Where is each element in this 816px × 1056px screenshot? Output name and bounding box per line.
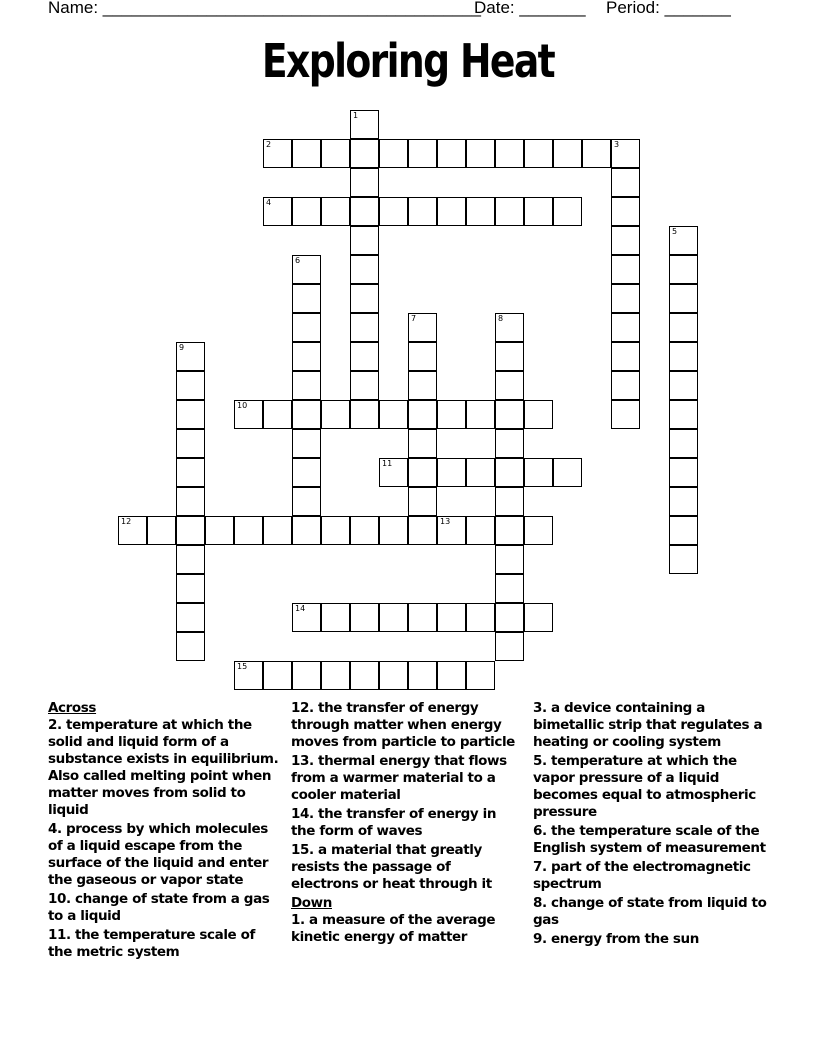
- down-heading: Down: [291, 895, 332, 911]
- crossword-cell[interactable]: [466, 400, 495, 429]
- crossword-cell[interactable]: [524, 139, 553, 168]
- crossword-cell[interactable]: [292, 516, 321, 545]
- clue-item: [533, 823, 769, 857]
- crossword-cell[interactable]: [524, 400, 553, 429]
- crossword-cell[interactable]: [350, 197, 379, 226]
- crossword-cell[interactable]: [350, 661, 379, 690]
- clue-number: 2.: [48, 717, 62, 733]
- clue-number: 15.: [291, 842, 314, 858]
- crossword-cell[interactable]: [408, 487, 437, 516]
- crossword-cell[interactable]: [495, 197, 524, 226]
- crossword-cell[interactable]: [350, 313, 379, 342]
- crossword-cell[interactable]: [495, 574, 524, 603]
- crossword-cell[interactable]: [553, 197, 582, 226]
- clue-number: 13.: [291, 753, 314, 769]
- clue-item: [48, 927, 282, 961]
- crossword-cell[interactable]: [292, 429, 321, 458]
- crossword-cell[interactable]: [350, 603, 379, 632]
- crossword-cell[interactable]: [669, 226, 698, 255]
- crossword-cell[interactable]: [495, 313, 524, 342]
- clue-item: [291, 842, 521, 893]
- crossword-cell[interactable]: [292, 255, 321, 284]
- crossword-cell[interactable]: [176, 487, 205, 516]
- crossword-cell[interactable]: [437, 458, 466, 487]
- crossword-cell[interactable]: [582, 139, 611, 168]
- crossword-cell[interactable]: [205, 516, 234, 545]
- crossword-cell[interactable]: [408, 603, 437, 632]
- crossword-cell[interactable]: [611, 139, 640, 168]
- crossword-cell[interactable]: [669, 284, 698, 313]
- cell-clue-number: 11: [382, 459, 393, 468]
- crossword-cell[interactable]: [466, 516, 495, 545]
- crossword-cell[interactable]: [495, 342, 524, 371]
- cell-clue-number: 14: [295, 604, 306, 613]
- crossword-cell[interactable]: [292, 313, 321, 342]
- clue-text: a material that greatly resists the passage of electrons or heat through it: [291, 842, 492, 892]
- crossword-cell[interactable]: [495, 400, 524, 429]
- cell-clue-number: 7: [411, 314, 417, 323]
- crossword-cell[interactable]: [466, 603, 495, 632]
- cell-clue-number: 1: [353, 111, 359, 120]
- name-field-label: Name: ________________________________________: [48, 0, 481, 17]
- clue-text: change of state from a gas to a liquid: [48, 891, 270, 924]
- crossword-cell[interactable]: [495, 429, 524, 458]
- clue-text: temperature at which the vapor pressure of a liquid becomes equal to atmospheric pressure: [533, 753, 756, 820]
- crossword-cell[interactable]: [495, 632, 524, 661]
- crossword-cell[interactable]: [379, 458, 408, 487]
- crossword-cell[interactable]: [321, 139, 350, 168]
- crossword-cell[interactable]: [408, 371, 437, 400]
- clues-column-1: [48, 700, 282, 963]
- clue-text: temperature at which the solid and liquid form of a substance exists in equilibrium. Also called melting point when matter moves from solid to liquid: [48, 717, 279, 818]
- crossword-cell[interactable]: [379, 197, 408, 226]
- across-heading: Across: [48, 700, 97, 716]
- crossword-cell[interactable]: [495, 603, 524, 632]
- clue-item: [291, 700, 521, 751]
- crossword-cell[interactable]: [292, 197, 321, 226]
- cell-clue-number: 9: [179, 343, 185, 352]
- crossword-cell[interactable]: [524, 603, 553, 632]
- clue-list-across-2: [291, 700, 521, 893]
- clue-text: change of state from liquid to gas: [533, 895, 767, 928]
- crossword-cell[interactable]: [408, 429, 437, 458]
- crossword-cell[interactable]: [176, 400, 205, 429]
- crossword-cell[interactable]: [611, 168, 640, 197]
- crossword-cell[interactable]: [669, 429, 698, 458]
- clue-item: [533, 895, 769, 929]
- clue-item: [48, 717, 282, 819]
- crossword-cell[interactable]: [611, 226, 640, 255]
- crossword-cell[interactable]: [437, 197, 466, 226]
- crossword-cell[interactable]: [408, 400, 437, 429]
- crossword-cell[interactable]: [437, 400, 466, 429]
- crossword-cell[interactable]: [611, 197, 640, 226]
- clue-item: [533, 931, 769, 948]
- crossword-cell[interactable]: [350, 284, 379, 313]
- crossword-cell[interactable]: [321, 197, 350, 226]
- clues-column-3: [533, 700, 769, 950]
- clue-text: part of the electromagnetic spectrum: [533, 859, 751, 892]
- clue-number: 3.: [533, 700, 547, 716]
- crossword-cell[interactable]: [466, 139, 495, 168]
- clue-list-down-2: [533, 700, 769, 948]
- crossword-cell[interactable]: [408, 458, 437, 487]
- cell-clue-number: 13: [440, 517, 451, 526]
- crossword-cell[interactable]: [118, 516, 147, 545]
- crossword-cell[interactable]: [611, 313, 640, 342]
- crossword-cell[interactable]: [379, 661, 408, 690]
- clue-number: 6.: [533, 823, 547, 839]
- crossword-cell[interactable]: [292, 400, 321, 429]
- clue-item: [533, 753, 769, 821]
- clue-text: the temperature scale of the English system of measurement: [533, 823, 766, 856]
- crossword-cell[interactable]: [292, 661, 321, 690]
- crossword-cell[interactable]: [524, 197, 553, 226]
- crossword-cell[interactable]: [611, 371, 640, 400]
- crossword-cell[interactable]: [350, 255, 379, 284]
- crossword-cell[interactable]: [408, 313, 437, 342]
- crossword-cell[interactable]: [495, 139, 524, 168]
- cell-clue-number: 12: [121, 517, 132, 526]
- crossword-cell[interactable]: [495, 516, 524, 545]
- clue-number: 5.: [533, 753, 547, 769]
- crossword-cell[interactable]: [495, 545, 524, 574]
- clue-text: a measure of the average kinetic energy of matter: [291, 912, 496, 945]
- cell-clue-number: 3: [614, 140, 620, 149]
- clue-list-down-1: [291, 912, 521, 946]
- crossword-cell[interactable]: [147, 516, 176, 545]
- crossword-cell[interactable]: [176, 545, 205, 574]
- crossword-cell[interactable]: [553, 139, 582, 168]
- crossword-cell[interactable]: [350, 168, 379, 197]
- crossword-cell[interactable]: [437, 603, 466, 632]
- crossword-cell[interactable]: [234, 661, 263, 690]
- crossword-cell[interactable]: [524, 516, 553, 545]
- clue-number: 10.: [48, 891, 71, 907]
- crossword-cell[interactable]: [669, 487, 698, 516]
- crossword-cell[interactable]: [176, 603, 205, 632]
- crossword-cell[interactable]: [263, 139, 292, 168]
- crossword-cell[interactable]: [611, 284, 640, 313]
- crossword-cell[interactable]: [350, 110, 379, 139]
- cell-clue-number: 6: [295, 256, 301, 265]
- crossword-cell[interactable]: [553, 458, 582, 487]
- cell-clue-number: 5: [672, 227, 678, 236]
- clues-column-2: [291, 700, 521, 948]
- crossword-cell[interactable]: [524, 458, 553, 487]
- crossword-cell[interactable]: [292, 487, 321, 516]
- crossword-cell[interactable]: [176, 516, 205, 545]
- clue-number: 7.: [533, 859, 547, 875]
- clue-text: a device containing a bimetallic strip that regulates a heating or cooling system: [533, 700, 763, 750]
- crossword-cell[interactable]: [669, 400, 698, 429]
- clue-number: 9.: [533, 931, 547, 947]
- crossword-cell[interactable]: [234, 400, 263, 429]
- crossword-cell[interactable]: [263, 516, 292, 545]
- crossword-cell[interactable]: [321, 603, 350, 632]
- clue-list-across-1: [48, 717, 282, 961]
- clue-text: process by which molecules of a liquid escape from the surface of the liquid and enter the gaseous or vapor state: [48, 821, 269, 888]
- clue-number: 12.: [291, 700, 314, 716]
- clue-text: the transfer of energy through matter when energy moves from particle to particle: [291, 700, 515, 750]
- crossword-cell[interactable]: [466, 197, 495, 226]
- crossword-cell[interactable]: [176, 342, 205, 371]
- crossword-cell[interactable]: [292, 603, 321, 632]
- crossword-cell[interactable]: [350, 226, 379, 255]
- crossword-cell[interactable]: [669, 371, 698, 400]
- crossword-cell[interactable]: [669, 545, 698, 574]
- clue-item: [48, 891, 282, 925]
- date-field-label: Date: _______: [474, 0, 586, 17]
- clue-item: [48, 821, 282, 889]
- cell-clue-number: 8: [498, 314, 504, 323]
- crossword-cell[interactable]: [176, 371, 205, 400]
- crossword-cell[interactable]: [379, 516, 408, 545]
- crossword-cell[interactable]: [350, 139, 379, 168]
- clue-item: [291, 912, 521, 946]
- crossword-cell[interactable]: [176, 632, 205, 661]
- cell-clue-number: 10: [237, 401, 248, 410]
- crossword-cell[interactable]: [466, 661, 495, 690]
- crossword-cell[interactable]: [437, 139, 466, 168]
- period-field-label: Period: _______: [606, 0, 731, 17]
- crossword-cell[interactable]: [408, 516, 437, 545]
- clue-item: [291, 753, 521, 804]
- crossword-cell[interactable]: [437, 516, 466, 545]
- clue-text: energy from the sun: [546, 931, 699, 947]
- crossword-cell[interactable]: [408, 197, 437, 226]
- crossword-cell[interactable]: [292, 284, 321, 313]
- crossword-cell[interactable]: [176, 574, 205, 603]
- crossword-cell[interactable]: [292, 139, 321, 168]
- clue-number: 8.: [533, 895, 547, 911]
- clue-number: 4.: [48, 821, 62, 837]
- clue-text: the temperature scale of the metric system: [48, 927, 255, 960]
- crossword-cell[interactable]: [379, 603, 408, 632]
- crossword-cell[interactable]: [292, 458, 321, 487]
- crossword-cell[interactable]: [379, 400, 408, 429]
- crossword-cell[interactable]: [321, 661, 350, 690]
- cell-clue-number: 4: [266, 198, 272, 207]
- clue-number: 11.: [48, 927, 71, 943]
- crossword-cell[interactable]: [669, 458, 698, 487]
- crossword-cell[interactable]: [263, 661, 292, 690]
- crossword-cell[interactable]: [495, 458, 524, 487]
- crossword-cell[interactable]: [669, 342, 698, 371]
- clue-text: thermal energy that flows from a warmer material to a cooler material: [291, 753, 507, 803]
- clue-number: 1.: [291, 912, 305, 928]
- crossword-cell[interactable]: [495, 371, 524, 400]
- crossword-cell[interactable]: [379, 139, 408, 168]
- crossword-cell[interactable]: [669, 313, 698, 342]
- crossword-cell[interactable]: [321, 516, 350, 545]
- crossword-cell[interactable]: [408, 139, 437, 168]
- crossword-cell[interactable]: [350, 342, 379, 371]
- cell-clue-number: 15: [237, 662, 248, 671]
- crossword-cell[interactable]: [408, 661, 437, 690]
- crossword-cell[interactable]: [611, 255, 640, 284]
- crossword-cell[interactable]: [350, 516, 379, 545]
- crossword-cell[interactable]: [234, 516, 263, 545]
- crossword-cell[interactable]: [437, 661, 466, 690]
- crossword-cell[interactable]: [263, 400, 292, 429]
- crossword-cell[interactable]: [292, 342, 321, 371]
- crossword-cell[interactable]: [466, 458, 495, 487]
- crossword-cell[interactable]: [611, 400, 640, 429]
- crossword-cell[interactable]: [350, 400, 379, 429]
- cell-clue-number: 2: [266, 140, 272, 149]
- crossword-cell[interactable]: [669, 255, 698, 284]
- clue-number: 14.: [291, 806, 314, 822]
- crossword-cell[interactable]: [350, 371, 379, 400]
- crossword-cell[interactable]: [495, 487, 524, 516]
- crossword-cell[interactable]: [611, 342, 640, 371]
- crossword-cell[interactable]: [292, 371, 321, 400]
- crossword-cell[interactable]: [176, 458, 205, 487]
- clue-item: [533, 700, 769, 751]
- crossword-cell[interactable]: [408, 342, 437, 371]
- crossword-cell[interactable]: [321, 400, 350, 429]
- crossword-cell[interactable]: [263, 197, 292, 226]
- crossword-cell[interactable]: [176, 429, 205, 458]
- clue-item: [533, 859, 769, 893]
- clue-item: [291, 806, 521, 840]
- clue-text: the transfer of energy in the form of waves: [291, 806, 497, 839]
- page-title: Exploring Heat: [261, 34, 555, 88]
- crossword-cell[interactable]: [669, 516, 698, 545]
